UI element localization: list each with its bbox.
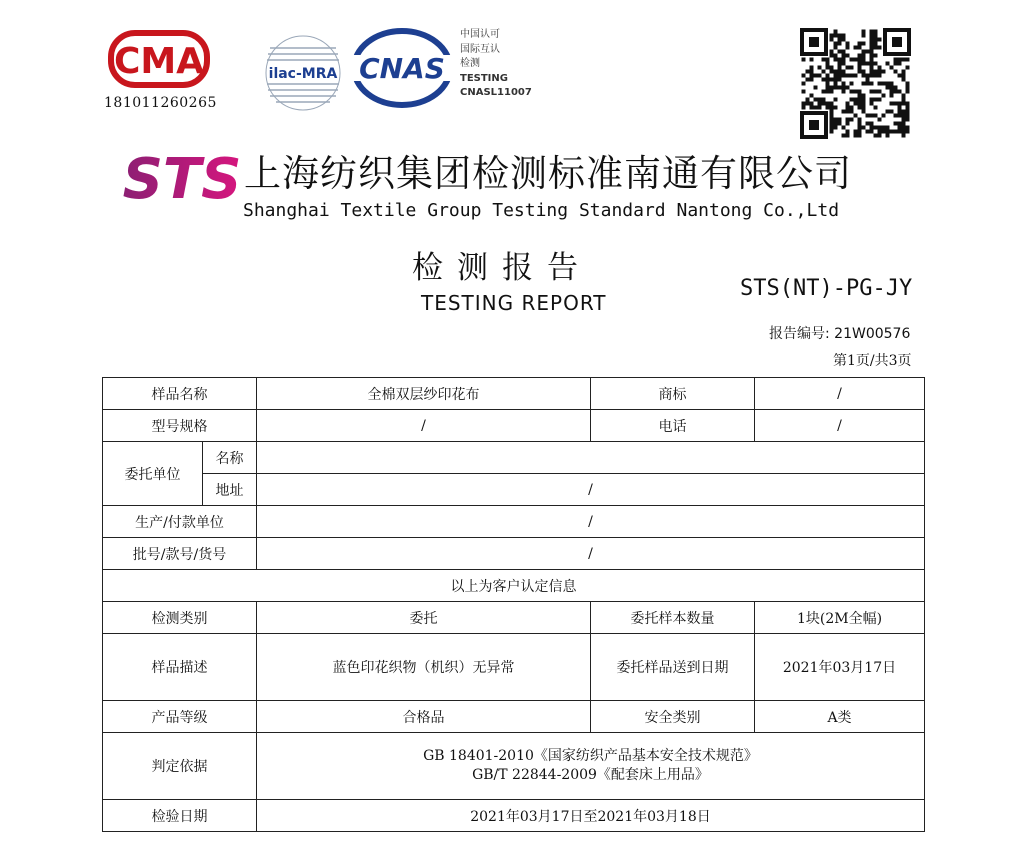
- sts-logo: [122, 146, 242, 212]
- safety-value: A类: [755, 701, 925, 733]
- page-indicator: 第1页/共3页: [833, 353, 912, 369]
- sample-qty-value: 1块(2M全幅): [755, 602, 925, 634]
- table-row: [103, 538, 925, 570]
- safety-label: 安全类别: [591, 701, 755, 733]
- company-name-cn: 上海纺织集团检测标准南通有限公司: [244, 152, 852, 195]
- sample-qty-label: 委托样本数量: [591, 602, 755, 634]
- sts-logo-text: STS: [122, 147, 242, 212]
- basis-line: GB/T 22844-2009《配套床上用品》: [472, 767, 709, 783]
- cma-logo-text: CMA: [113, 41, 205, 82]
- test-type-label: 检测类别: [103, 602, 257, 634]
- client-label: 委托单位: [103, 442, 203, 506]
- table-row: [103, 701, 925, 733]
- sample-desc-value: 蓝色印花织物（机织）无异常: [257, 634, 591, 701]
- model-label: 型号规格: [103, 410, 257, 442]
- sample-name-label: 样品名称: [103, 378, 257, 410]
- arrival-date-label: 委托样品送到日期: [591, 634, 755, 701]
- basis-label: 判定依据: [103, 733, 257, 800]
- cma-logo: [108, 30, 210, 88]
- table-row: [103, 442, 925, 474]
- test-date-value: 2021年03月17日至2021年03月18日: [257, 800, 925, 832]
- cnas-line: TESTING: [460, 72, 508, 84]
- table-row: [103, 602, 925, 634]
- cnas-logo: [350, 28, 454, 108]
- grade-label: 产品等级: [103, 701, 257, 733]
- table-row: [103, 733, 925, 800]
- table-row: [103, 800, 925, 832]
- report-title-cn: 检测报告: [412, 250, 592, 286]
- trademark-value: /: [755, 378, 925, 410]
- phone-label: 电话: [591, 410, 755, 442]
- ilac-logo-text: ilac-MRA: [268, 66, 338, 82]
- cnas-line: 中国认可: [460, 29, 500, 40]
- table-row: [103, 474, 925, 506]
- cnas-line: 检测: [460, 58, 480, 69]
- cnas-line: 国际互认: [460, 43, 500, 55]
- client-name-label: 名称: [203, 442, 257, 474]
- test-date-label: 检验日期: [103, 800, 257, 832]
- trademark-label: 商标: [591, 378, 755, 410]
- cnas-logo-text: CNAS: [359, 52, 445, 85]
- grade-value: 合格品: [257, 701, 591, 733]
- producer-label: 生产/付款单位: [103, 506, 257, 538]
- company-name-en: Shanghai Textile Group Testing Standard Nantong Co.,Ltd: [243, 200, 840, 221]
- table-row: [103, 506, 925, 538]
- qr-code: [800, 28, 911, 139]
- table-row: [103, 570, 925, 602]
- cma-code: 181011260265: [104, 95, 217, 111]
- phone-value: /: [755, 410, 925, 442]
- table-row: [103, 378, 925, 410]
- report-number: 报告编号: 21W00576: [769, 326, 911, 342]
- ilac-mra-logo: [262, 34, 344, 112]
- cnas-accreditation-text: [460, 28, 532, 101]
- test-type-value: 委托: [257, 602, 591, 634]
- arrival-date-value: 2021年03月17日: [755, 634, 925, 701]
- table-row: [103, 634, 925, 701]
- client-address-label: 地址: [203, 474, 257, 506]
- document-code: STS(NT)-PG-JY: [740, 276, 913, 301]
- producer-value: /: [257, 506, 925, 538]
- client-address-value: /: [257, 474, 925, 506]
- client-name-value: [257, 442, 925, 474]
- report-info-table: [102, 377, 925, 832]
- basis-line: GB 18401-2010《国家纺织产品基本安全技术规范》: [423, 748, 758, 764]
- batch-label: 批号/款号/货号: [103, 538, 257, 570]
- table-row: [103, 410, 925, 442]
- model-value: /: [257, 410, 591, 442]
- sample-name-value: 全棉双层纱印花布: [257, 378, 591, 410]
- cnas-line: CNASL11007: [460, 87, 532, 98]
- basis-value: [257, 733, 925, 800]
- sample-desc-label: 样品描述: [103, 634, 257, 701]
- report-title-en: TESTING REPORT: [421, 291, 607, 315]
- client-info-note: 以上为客户认定信息: [103, 570, 925, 602]
- batch-value: /: [257, 538, 925, 570]
